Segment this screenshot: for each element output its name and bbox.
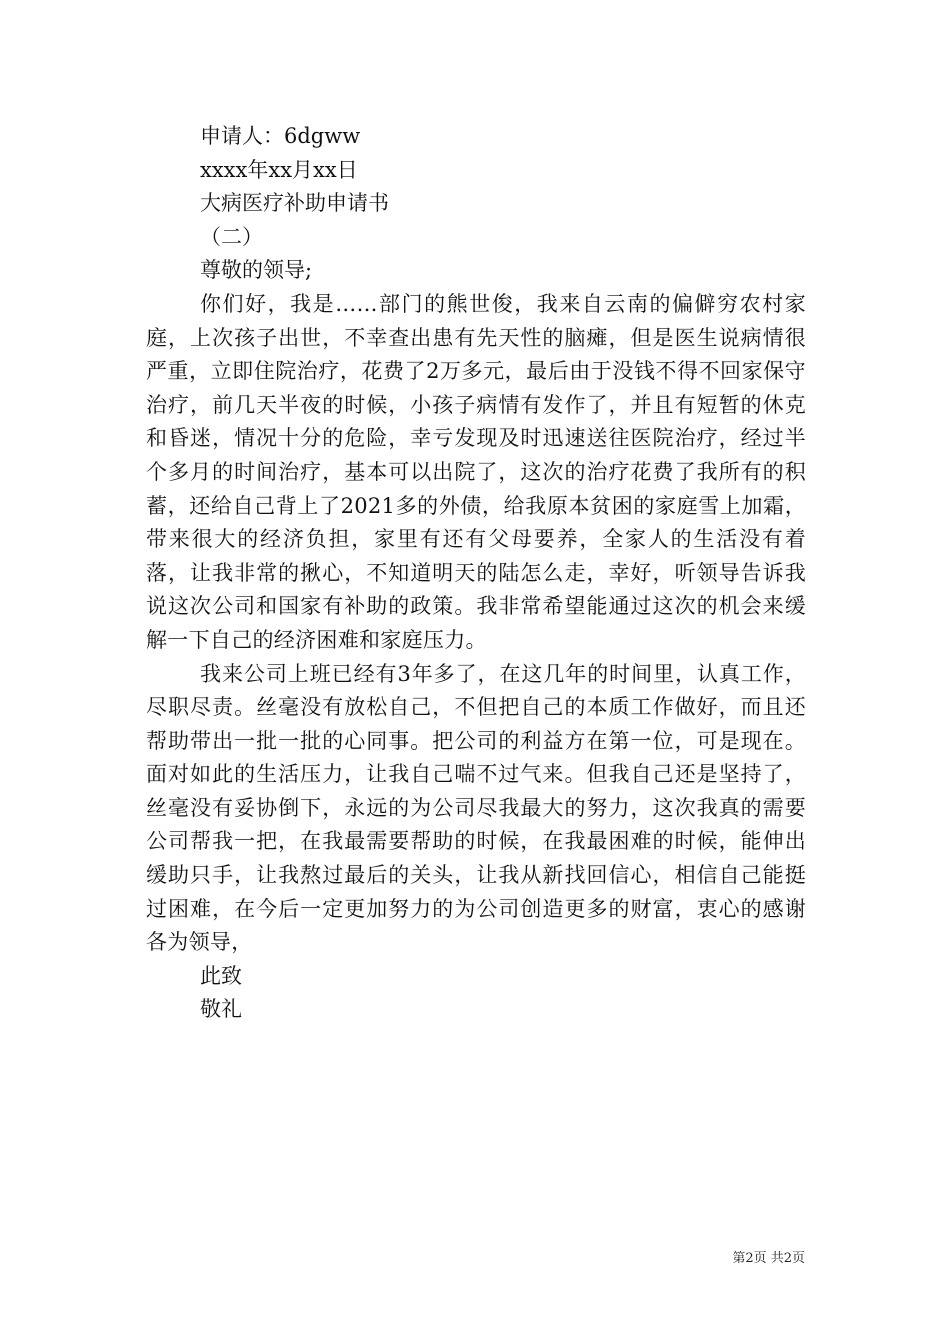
body-paragraph-2: 我来公司上班已经有3年多了，在这几年的时间里，认真工作，尽职尽责。丝毫没有放松自己，不但把自己的本质工作做好，而且还帮助带出一批一批的心同事。把公司的利益方在第一位，可是现在。面对如此的生活压力，让我自己喘不过气来。但我自己还是坚持了，丝毫没有妥协倒下，永远的为公司尽我最大的努力，这次我真的需要公司帮我一把，在我最需要帮助的时候，在我最困难的时候，能伸出缓助只手，让我熬过最后的关头，让我从新找回信心，相信自己能挺过困难，在今后一定更加努力的为公司创造更多的财富，衷心的感谢各为领导， [146,661,806,955]
salutation: 尊敬的领导; [200,258,313,283]
document-body [146,120,806,1027]
document-title: 大病医疗补助申请书 [200,191,389,216]
applicant-line: 申请人：6dgww [200,124,361,148]
page-number-footer: 第2页 共2页 [732,1251,805,1266]
closing-salute: 敬礼 [200,997,242,1022]
closing-regards: 此致 [200,963,242,988]
date-line: xxxx年xx月xx日 [200,157,358,182]
part-marker: （二） [200,224,263,249]
body-paragraph-1: 你们好，我是……部门的熊世俊，我来自云南的偏僻穷农村家庭，上次孩子出世，不幸查出患有先天性的脑瘫，但是医生说病情很严重，立即住院治疗，花费了2万多元，最后由于没钱不得不回家保守治疗，前几天半夜的时候，小孩子病情有发作了，并且有短暂的休克和昏迷，情况十分的危险，幸亏发现及时迅速送往医院治疗，经过半个多月的时间治疗，基本可以出院了，这次的治疗花费了我所有的积蓄，还给自己背上了2021多的外债，给我原本贫困的家庭雪上加霜，带来很大的经济负担，家里有还有父母要养，全家人的生活没有着落，让我非常的揪心，不知道明天的陆怎么走，幸好，听领导告诉我说这次公司和国家有补助的政策。我非常希望能通过这次的机会来缓解一下自己的经济困难和家庭压力。 [146,291,806,652]
